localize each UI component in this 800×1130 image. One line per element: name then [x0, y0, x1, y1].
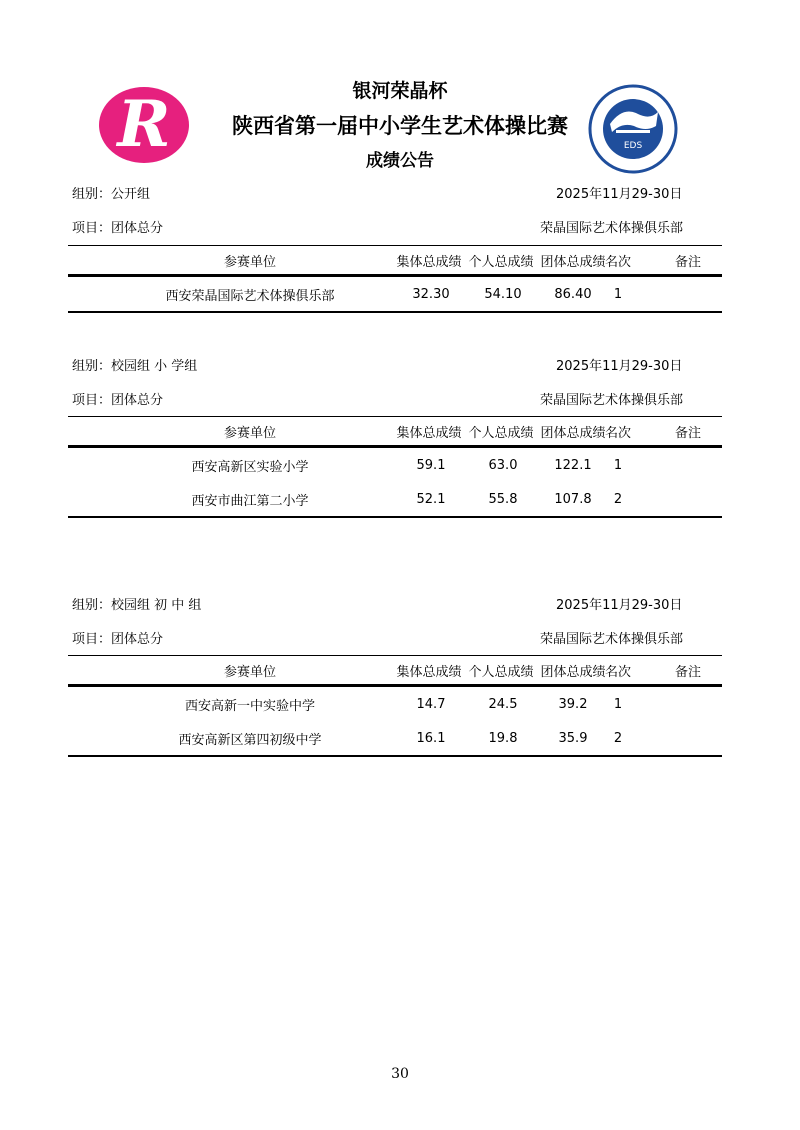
rank-cell: 1 — [613, 696, 623, 712]
results-table — [68, 655, 722, 757]
individual-score-cell: 24.5 — [488, 696, 518, 712]
date-label: 2025年11月29-30日 — [556, 598, 683, 613]
unit-cell: 西安荣晶国际艺术体操俱乐部 — [165, 288, 335, 304]
col-header-note: 备注 — [674, 254, 701, 270]
table-row — [68, 482, 722, 516]
unit-cell: 西安高新一中实验中学 — [184, 698, 315, 714]
group-label: 组别：公开组 — [72, 187, 151, 202]
individual-score-cell: 19.8 — [488, 730, 518, 746]
collective-score-cell: 59.1 — [416, 457, 446, 473]
club-label: 荣晶国际艺术体操俱乐部 — [540, 221, 684, 236]
group-label: 组别：校园组 小 学组 — [72, 359, 198, 374]
unit-cell: 西安高新区第四初级中学 — [178, 732, 322, 748]
collective-score-cell: 14.7 — [416, 696, 446, 712]
col-header-note: 备注 — [674, 664, 701, 680]
project-label: 项目：团体总分 — [72, 632, 164, 647]
team-score-cell: 39.2 — [558, 696, 588, 712]
table-row — [68, 448, 722, 482]
rank-cell: 2 — [613, 491, 623, 507]
date-label: 2025年11月29-30日 — [556, 359, 683, 374]
rank-cell: 1 — [613, 286, 623, 302]
table-row — [68, 277, 722, 311]
col-header-collective: 集体总成绩 — [396, 664, 462, 680]
col-header-note: 备注 — [674, 425, 701, 441]
event-title: 银河荣晶杯 — [352, 80, 448, 102]
col-header-individual: 个人总成绩 — [468, 664, 534, 680]
team-score-cell: 107.8 — [554, 491, 592, 507]
rank-cell: 2 — [613, 730, 623, 746]
project-label: 项目：团体总分 — [72, 393, 164, 408]
individual-score-cell: 63.0 — [488, 457, 518, 473]
col-header-individual: 个人总成绩 — [468, 254, 534, 270]
table-header — [68, 245, 722, 277]
results-table — [68, 245, 722, 313]
unit-cell: 西安高新区实验小学 — [191, 459, 309, 475]
col-header-individual: 个人总成绩 — [468, 425, 534, 441]
col-header-rank: 名次 — [604, 664, 631, 680]
date-label: 2025年11月29-30日 — [556, 187, 683, 202]
col-header-collective: 集体总成绩 — [396, 425, 462, 441]
table-header — [68, 416, 722, 448]
collective-score-cell: 52.1 — [416, 491, 446, 507]
individual-score-cell: 55.8 — [488, 491, 518, 507]
unit-cell: 西安市曲江第二小学 — [191, 493, 309, 509]
team-score-cell: 122.1 — [554, 457, 592, 473]
club-label: 荣晶国际艺术体操俱乐部 — [540, 393, 684, 408]
col-header-unit: 参赛单位 — [223, 425, 276, 441]
page-number: 30 — [391, 1066, 409, 1082]
col-header-rank: 名次 — [604, 425, 631, 441]
group-label: 组别：校园组 初 中 组 — [72, 598, 202, 613]
individual-score-cell: 54.10 — [484, 286, 522, 302]
collective-score-cell: 16.1 — [416, 730, 446, 746]
results-announcement-title: 成绩公告 — [366, 151, 434, 171]
col-header-team: 团体总成绩 — [540, 664, 606, 680]
table-header — [68, 655, 722, 687]
col-header-team: 团体总成绩 — [540, 425, 606, 441]
table-row — [68, 687, 722, 721]
team-score-cell: 86.40 — [554, 286, 592, 302]
col-header-team: 团体总成绩 — [540, 254, 606, 270]
club-label: 荣晶国际艺术体操俱乐部 — [540, 632, 684, 647]
results-table — [68, 416, 722, 518]
col-header-unit: 参赛单位 — [223, 254, 276, 270]
competition-title: 陕西省第一届中小学生艺术体操比赛 — [232, 114, 568, 138]
col-header-collective: 集体总成绩 — [396, 254, 462, 270]
col-header-rank: 名次 — [604, 254, 631, 270]
table-row — [68, 721, 722, 755]
collective-score-cell: 32.30 — [412, 286, 450, 302]
rank-cell: 1 — [613, 457, 623, 473]
svg-text:EDS: EDS — [623, 141, 643, 151]
svg-text:R: R — [117, 87, 171, 162]
project-label: 项目：团体总分 — [72, 221, 164, 236]
team-score-cell: 35.9 — [558, 730, 588, 746]
col-header-unit: 参赛单位 — [223, 664, 276, 680]
